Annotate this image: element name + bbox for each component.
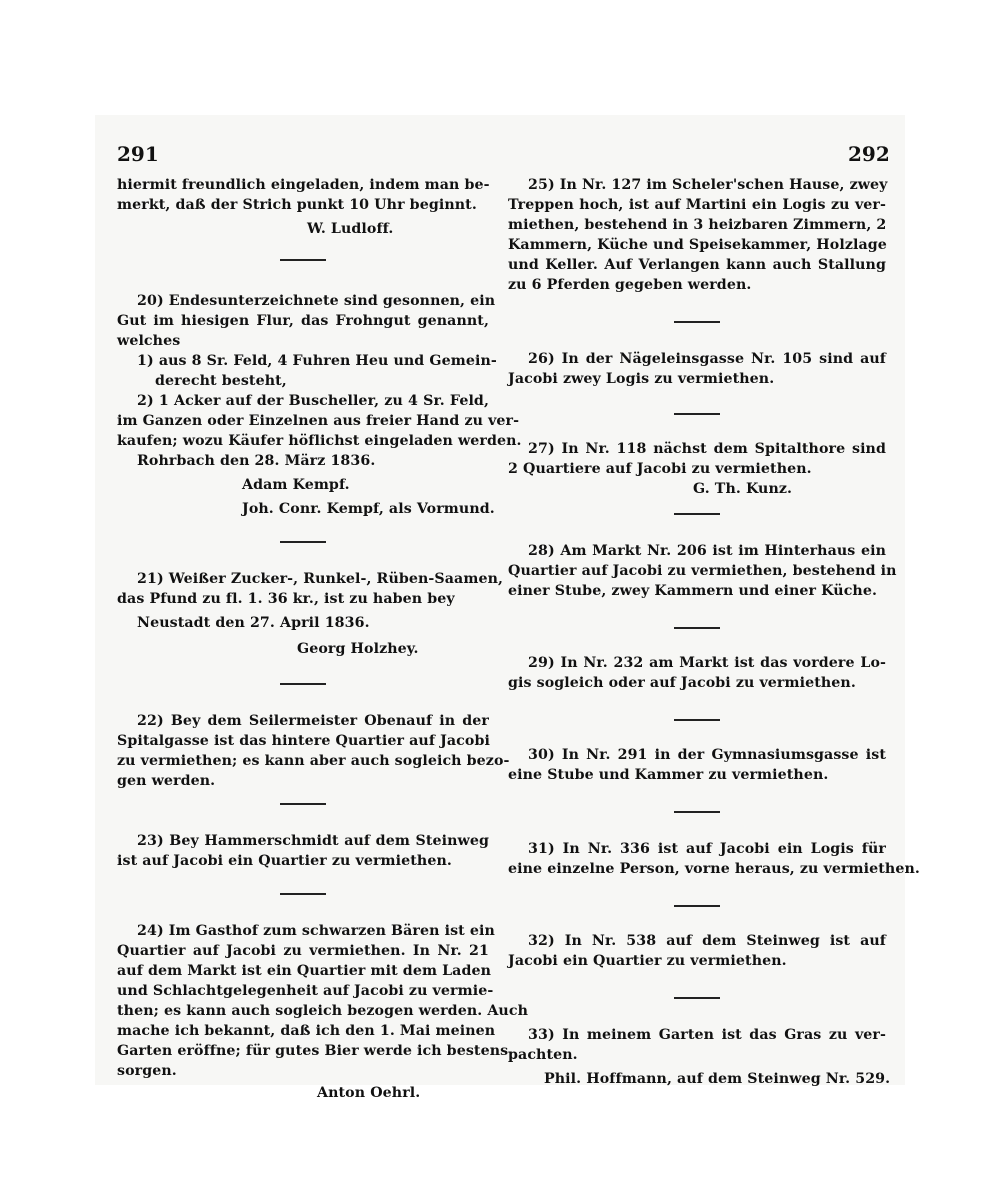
text-line: ist auf Jacobi ein Quartier zu vermiethen. <box>117 853 452 869</box>
entry-30 <box>508 745 886 785</box>
separator-rule <box>674 997 720 999</box>
text-line: Kammern, Küche und Speisekammer, Holzlage <box>508 237 887 253</box>
entry-22 <box>117 711 510 791</box>
text-line: eine einzelne Person, vorne heraus, zu vermiethen. <box>508 861 920 877</box>
text-line: 21) Weißer Zucker-, Runkel-, Rüben-Saamen, <box>137 571 504 587</box>
entry-32 <box>508 931 886 971</box>
text-line: 24) Im Gasthof zum schwarzen Bären ist ein <box>137 923 495 939</box>
right-column <box>508 135 920 1089</box>
text-line: und Schlachtgelegenheit auf Jacobi zu vermie- <box>117 983 494 999</box>
text-line: Gut im hiesigen Flur, das Frohngut genannt, <box>117 313 489 329</box>
signature: Anton Oehrl. <box>317 1085 421 1101</box>
entry-20 <box>117 291 522 519</box>
text-line: einer Stube, zwey Kammern und einer Küche. <box>508 583 878 599</box>
left-column <box>117 135 528 1103</box>
text-line: merkt, daß der Strich punkt 10 Uhr beginnt. <box>117 197 477 213</box>
text-line: sorgen. <box>117 1063 177 1079</box>
entry-21 <box>117 569 504 659</box>
separator-rule <box>674 905 720 907</box>
text-line: 20) Endesunterzeichnete sind gesonnen, ein <box>137 293 496 309</box>
text-line: Quartier auf Jacobi zu vermiethen, bestehend in <box>508 563 897 579</box>
text-line: then; es kann auch sogleich bezogen werden. Auch <box>117 1003 528 1019</box>
text-line: 32) In Nr. 538 auf dem Steinweg ist auf <box>528 933 886 949</box>
separator-rule <box>280 683 326 685</box>
entry-26 <box>508 349 886 389</box>
separator-rule <box>674 513 720 515</box>
page-number-right: 292 <box>848 142 890 166</box>
text-line: Jacobi ein Quartier zu vermiethen. <box>508 953 787 969</box>
text-line: 26) In der Nägeleinsgasse Nr. 105 sind auf <box>528 351 886 367</box>
signature: W. Ludloff. <box>307 221 394 237</box>
text-line: 25) In Nr. 127 im Scheler'schen Hause, zwey <box>528 177 888 193</box>
text-line: und Keller. Auf Verlangen kann auch Stallung <box>508 257 886 273</box>
text-line: Jacobi zwey Logis zu vermiethen. <box>508 371 775 387</box>
text-line: 33) In meinem Garten ist das Gras zu ver- <box>528 1027 886 1043</box>
text-line: zu 6 Pferden gegeben werden. <box>508 277 752 293</box>
entry-27 <box>508 439 886 499</box>
text-line: 23) Bey Hammerschmidt auf dem Steinweg <box>137 833 489 849</box>
entry-33 <box>508 1025 891 1089</box>
text-line: Treppen hoch, ist auf Martini ein Logis zu ver- <box>508 197 886 213</box>
text-line: mache ich bekannt, daß ich den 1. Mai meinen <box>117 1023 496 1039</box>
signature: G. Th. Kunz. <box>693 481 793 497</box>
text-line: Quartier auf Jacobi zu vermiethen. In Nr. 21 <box>117 943 489 959</box>
text-line: Spitalgasse ist das hintere Quartier auf Jacobi <box>117 733 490 749</box>
entry-29 <box>508 653 886 693</box>
page-number-left: 291 <box>117 142 159 166</box>
signature: Georg Holzhey. <box>297 641 419 657</box>
entry-31 <box>508 839 920 879</box>
text-line: auf dem Markt ist ein Quartier mit dem Laden <box>117 963 492 979</box>
text-line: miethen, bestehend in 3 heizbaren Zimmern, 2 <box>508 217 887 233</box>
entry-25 <box>508 175 886 295</box>
separator-rule <box>280 259 326 261</box>
text-line: 30) In Nr. 291 in der Gymnasiumsgasse ist <box>528 747 886 763</box>
separator-rule <box>674 627 720 629</box>
text-line: 2) 1 Acker auf der Buscheller, zu 4 Sr. Feld, <box>137 393 489 409</box>
text-line: gis sogleich oder auf Jacobi zu vermiethen. <box>508 675 856 691</box>
separator-rule <box>280 803 326 805</box>
text-line: im Ganzen oder Einzelnen aus freier Hand zu ver- <box>117 413 520 429</box>
text-line: Neustadt den 27. April 1836. <box>137 615 370 631</box>
text-line: eine Stube und Kammer zu vermiethen. <box>508 767 829 783</box>
text-line: 31) In Nr. 336 ist auf Jacobi ein Logis für <box>528 841 886 857</box>
entry-23 <box>117 831 489 871</box>
text-line: das Pfund zu fl. 1. 36 kr., ist zu haben bey <box>117 591 455 607</box>
separator-rule <box>674 321 720 323</box>
entry-24 <box>117 921 528 1103</box>
text-line: derecht besteht, <box>155 373 287 389</box>
text-line: hiermit freundlich eingeladen, indem man be- <box>117 177 490 193</box>
text-line: 28) Am Markt Nr. 206 ist im Hinterhaus ein <box>528 543 886 559</box>
entry-28 <box>508 541 897 601</box>
text-line: 22) Bey dem Seilermeister Obenauf in der <box>137 713 489 729</box>
signature: Phil. Hoffmann, auf dem Steinweg Nr. 529. <box>544 1071 891 1087</box>
separator-rule <box>280 541 326 543</box>
separator-rule <box>280 893 326 895</box>
separator-rule <box>674 811 720 813</box>
signature: Joh. Conr. Kempf, als Vormund. <box>242 501 495 517</box>
text-line: pachten. <box>508 1047 578 1063</box>
text-line: Garten eröffne; für gutes Bier werde ich bestens <box>117 1043 509 1059</box>
text-line: Rohrbach den 28. März 1836. <box>137 453 376 469</box>
text-line: kaufen; wozu Käufer höflichst eingeladen werden. <box>117 433 522 449</box>
text-line: zu vermiethen; es kann aber auch sogleich bezo- <box>117 753 510 769</box>
text-line: 2 Quartiere auf Jacobi zu vermiethen. <box>508 461 812 477</box>
text-line: gen werden. <box>117 773 216 789</box>
text-line: 27) In Nr. 118 nächst dem Spitalthore sind <box>528 441 886 457</box>
separator-rule <box>674 719 720 721</box>
text-line: 29) In Nr. 232 am Markt ist das vordere Lo- <box>528 655 886 671</box>
separator-rule <box>674 413 720 415</box>
entry-19-continuation <box>117 175 489 239</box>
text-line: 1) aus 8 Sr. Feld, 4 Fuhren Heu und Gemein- <box>137 353 497 369</box>
text-line: welches <box>117 333 181 349</box>
signature: Adam Kempf. <box>242 477 350 493</box>
